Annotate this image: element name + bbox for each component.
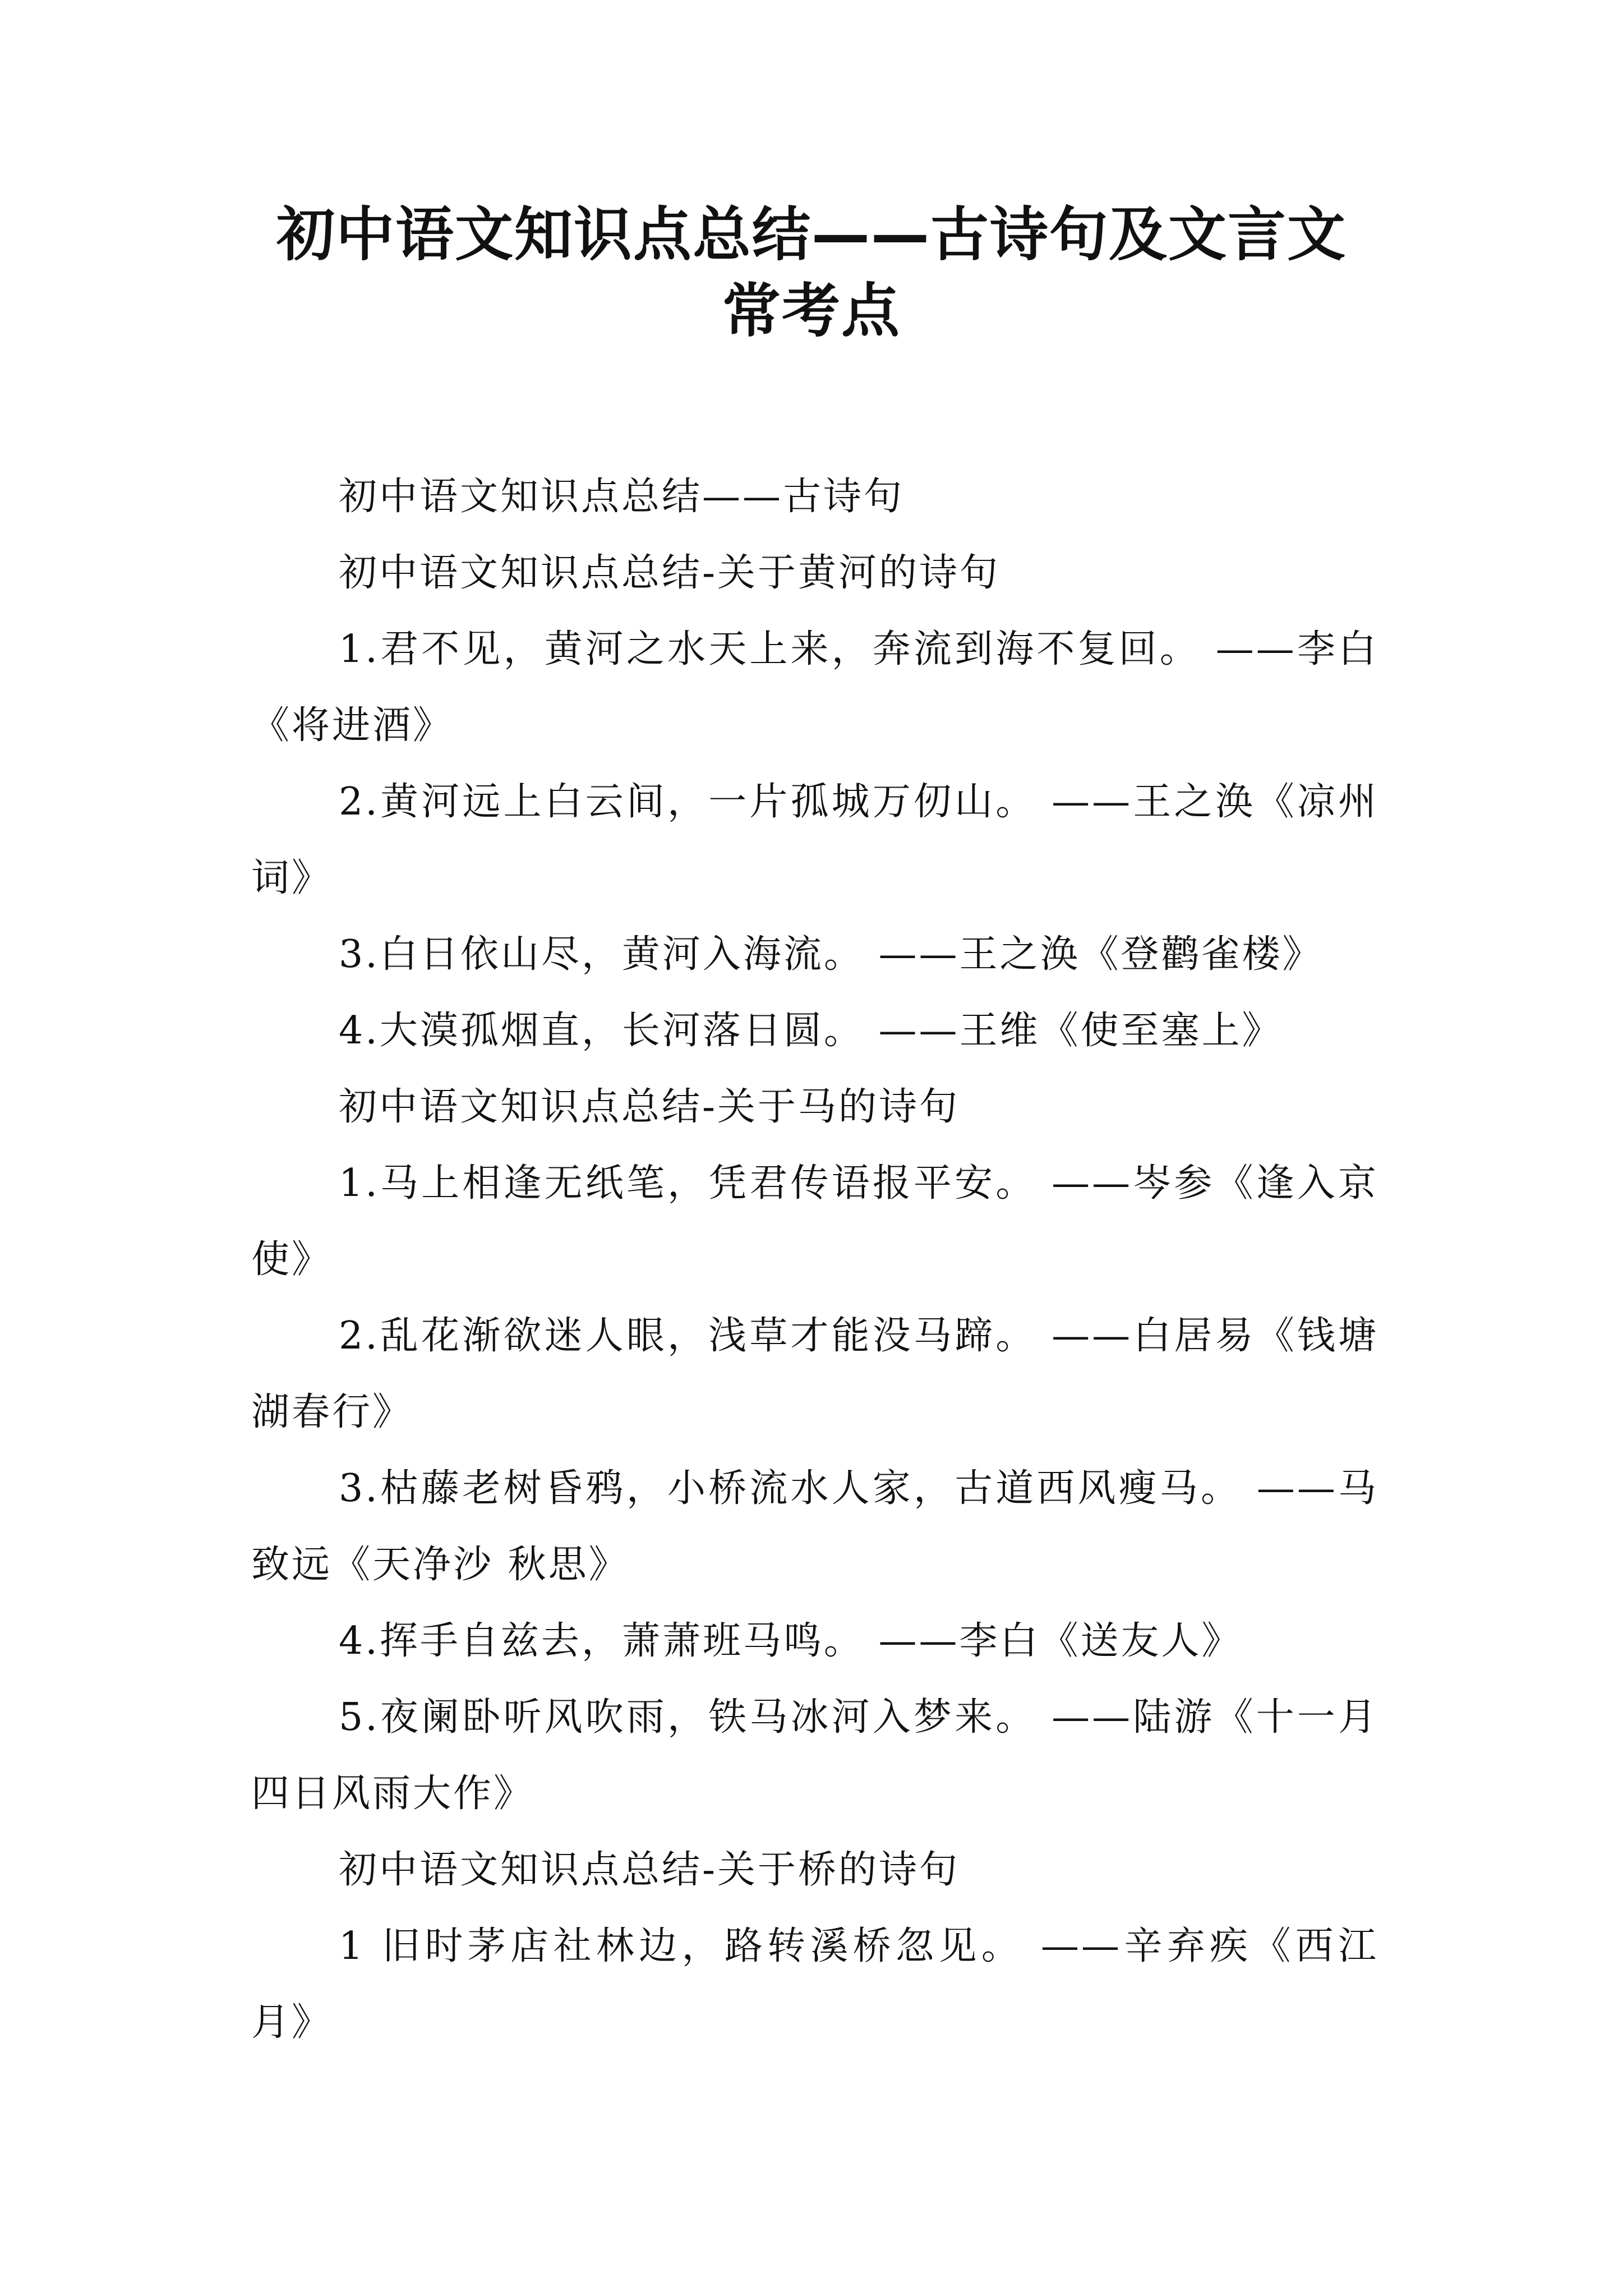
poem-line: 1 旧时茅店社林边，路转溪桥忽见。 ——辛弃疾《西江月》 xyxy=(251,1924,1378,2045)
poem-line: 2.乱花渐欲迷人眼，浅草才能没马蹄。 ——白居易《钱塘湖春行》 xyxy=(251,1314,1378,1434)
title-line-1: 初中语文知识点总结——古诗句及文言文 xyxy=(276,200,1347,269)
section-heading-bridge: 初中语文知识点总结-关于桥的诗句 xyxy=(339,1848,960,1892)
poem-line: 3.白日依山尽，黄河入海流。 ——王之涣《登鹳雀楼》 xyxy=(339,932,1323,977)
document-body xyxy=(251,459,1378,2061)
poem-line: 4.挥手自兹去，萧萧班马鸣。 ——李白《送友人》 xyxy=(339,1619,1242,1663)
section-heading-yellow-river: 初中语文知识点总结-关于黄河的诗句 xyxy=(339,551,1000,595)
title-line-2: 常考点 xyxy=(722,277,901,345)
section-heading-poems: 初中语文知识点总结——古诗句 xyxy=(339,475,905,519)
document-title xyxy=(168,196,1455,349)
poem-line: 3.枯藤老树昏鸦，小桥流水人家，古道西风瘦马。 ——马致远《天净沙 秋思》 xyxy=(251,1466,1378,1587)
poem-line: 5.夜阑卧听风吹雨，铁马冰河入梦来。 ——陆游《十一月四日风雨大作》 xyxy=(251,1695,1378,1816)
poem-line: 1.君不见，黄河之水天上来，奔流到海不复回。 ——李白《将进酒》 xyxy=(251,627,1378,748)
poem-line: 1.马上相逢无纸笔，凭君传语报平安。 ——岑参《逢入京使》 xyxy=(251,1161,1378,1282)
poem-line: 4.大漠孤烟直，长河落日圆。 ——王维《使至塞上》 xyxy=(339,1009,1283,1053)
section-heading-horse: 初中语文知识点总结-关于马的诗句 xyxy=(339,1085,960,1129)
poem-line: 2.黄河远上白云间，一片孤城万仞山。 ——王之涣《凉州词》 xyxy=(251,780,1378,900)
